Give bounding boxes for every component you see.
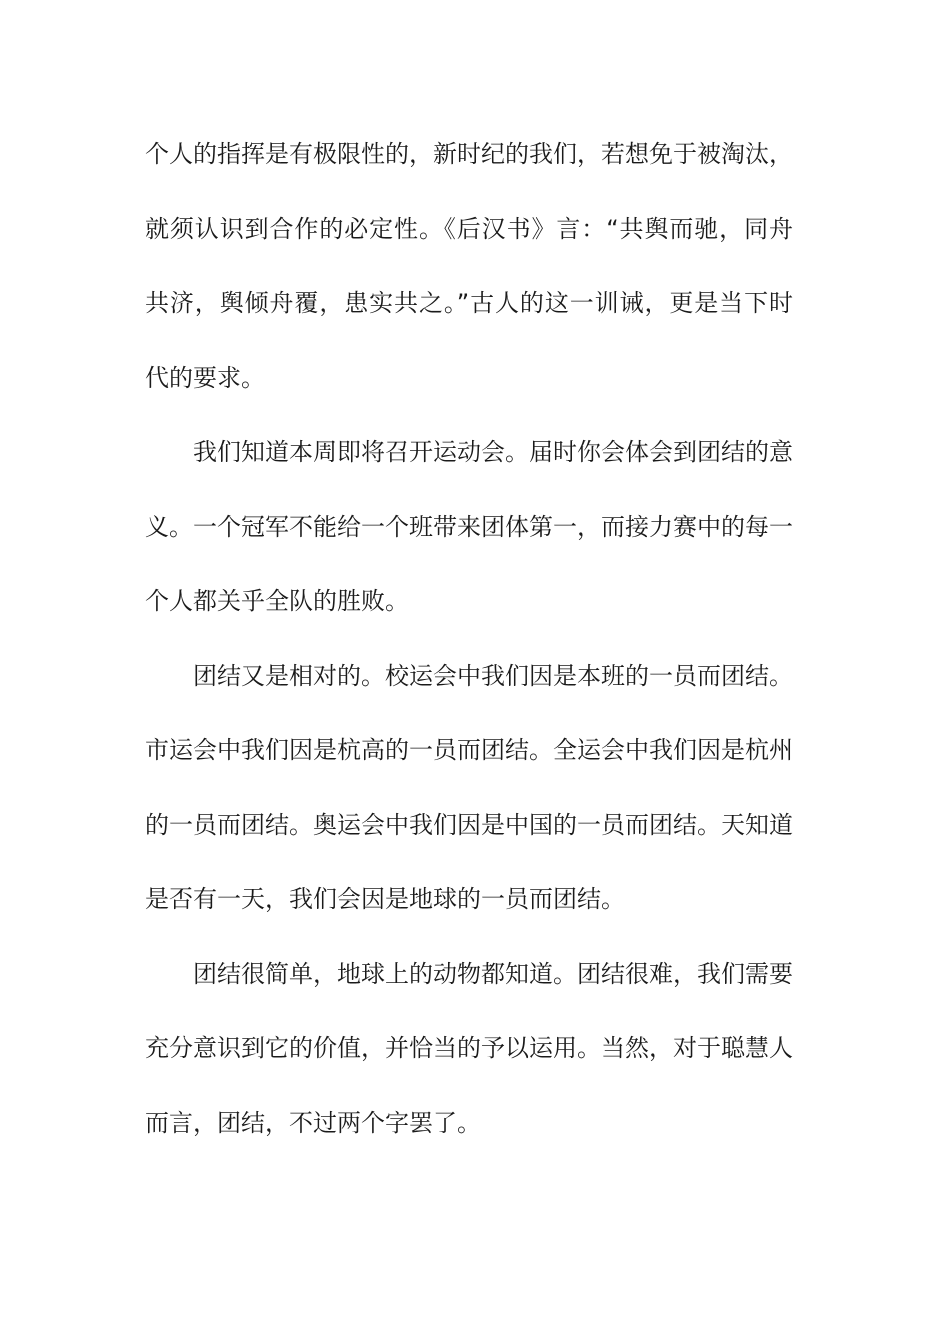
text-line: 义。一个冠军不能给一个班带来团体第一，而接力赛中的每一	[145, 512, 793, 541]
text-line: 市运会中我们因是杭高的一员而团结。全运会中我们因是杭州	[145, 736, 793, 764]
text-line: 是否有一天，我们会因是地球的一员而团结。	[145, 885, 625, 913]
text-line: 就须认识到合作的必定性。《后汉书》言：“共舆而驰，同舟	[145, 214, 793, 243]
text-line: 充分意识到它的价值，并恰当的予以运用。当然，对于聪慧人	[145, 1034, 793, 1062]
text-line: 的一员而团结。奥运会中我们因是中国的一员而团结。天知道	[145, 810, 793, 839]
text-line: 团结很简单，地球上的动物都知道。团结很难，我们需要	[193, 959, 793, 988]
text-line: 团结又是相对的。校运会中我们因是本班的一员而团结。	[193, 661, 793, 690]
text-line: 我们知道本周即将召开运动会。届时你会体会到团结的意	[193, 438, 793, 466]
document-body	[145, 117, 793, 1160]
paragraph-2	[145, 415, 793, 639]
text-line: 共济，舆倾舟覆，患实共之。”古人的这一训诫，更是当下时	[145, 289, 793, 317]
paragraph-1	[145, 117, 793, 415]
paragraph-3	[145, 639, 793, 937]
paragraph-4	[145, 937, 793, 1161]
text-line: 个人都关乎全队的胜败。	[145, 587, 409, 615]
text-line: 个人的指挥是有极限性的，新时纪的我们，若想免于被淘汰，	[145, 140, 793, 168]
text-line: 而言，团结，不过两个字罢了。	[145, 1108, 481, 1137]
text-line: 代的要求。	[145, 363, 265, 392]
